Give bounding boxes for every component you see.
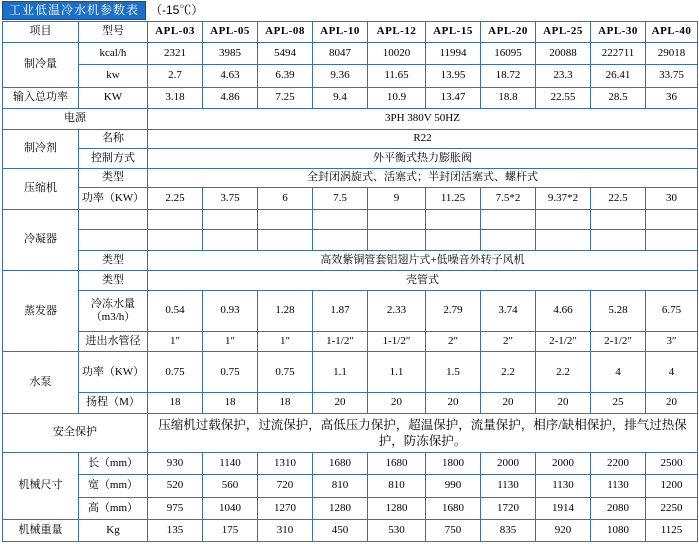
empty-cell [368,209,426,230]
value-cell: 16095 [481,42,536,65]
value-cell: 1130 [481,475,536,498]
value-cell: 0.75 [148,352,203,393]
value-cell: 2″ [426,331,481,352]
value-cell: 1270 [258,497,313,520]
value-cell: 810 [368,475,426,498]
empty-cell [258,209,313,230]
model-cell: APL-30 [591,22,646,43]
value-cell: 1125 [646,520,698,542]
value-cell: 2.2 [536,352,591,393]
empty-cell [79,209,148,230]
value-cell: 990 [426,475,481,498]
value-cell: 9.37*2 [536,188,591,210]
value-cell: 1130 [591,475,646,498]
model-cell: APL-10 [313,22,368,43]
value-cell: 0.75 [258,352,313,393]
power-supply-label: 电源 [3,109,148,130]
value-cell: 1280 [368,497,426,520]
title-bar [0,0,699,20]
empty-cell [646,209,698,230]
value-cell: 2.25 [148,188,203,210]
value-cell: 1800 [426,452,481,475]
value-cell: 0.93 [203,290,258,331]
value-cell: 1.1 [313,352,368,393]
refrigerant-control-row [3,149,698,168]
pump-head-label: 扬程（M） [79,393,148,414]
value-cell: 4.66 [536,290,591,331]
condenser-type-row [3,250,698,271]
value-cell: 1720 [481,497,536,520]
value-cell: 2200 [591,452,646,475]
evaporator-flow-row [3,290,698,331]
value-cell: 1140 [203,452,258,475]
value-cell: 1.5 [426,352,481,393]
value-cell: 750 [426,520,481,542]
value-cell: 3.18 [148,87,203,109]
value-cell: 1310 [258,452,313,475]
input-power-unit: KW [79,87,148,109]
evaporator-label: 蒸发器 [3,271,79,352]
condenser-type-value: 高效紫铜管套铝翅片式+低噪音外转子风机 [148,250,698,271]
refrigerant-name-row [3,129,698,148]
value-cell: 25 [591,393,646,414]
pump-power-row [3,352,698,393]
value-cell: 1680 [313,452,368,475]
model-cell: APL-15 [426,22,481,43]
value-cell: 1200 [646,475,698,498]
value-cell: 23.3 [536,65,591,88]
evaporator-type-label: 类型 [79,271,148,290]
value-cell: 1130 [536,475,591,498]
evaporator-flow-label: 冷冻水量（m3/h） [79,290,148,331]
compressor-type-row [3,168,698,187]
value-cell: 2000 [536,452,591,475]
dimensions-label: 机械尺寸 [3,452,79,520]
value-cell: 2321 [148,42,203,65]
value-cell: 7.5 [313,188,368,210]
model-cell: APL-20 [481,22,536,43]
value-cell: 30 [646,188,698,210]
pump-label: 水泵 [3,352,79,414]
model-header-row [3,22,698,43]
condenser-label: 冷凝器 [3,209,79,271]
empty-cell [148,230,203,251]
value-cell: 1914 [536,497,591,520]
empty-cell [79,230,148,251]
value-cell: 5494 [258,42,313,65]
value-cell: 3.75 [203,188,258,210]
refrigerant-control-label: 控制方式 [79,149,148,168]
empty-cell [203,209,258,230]
title-temperature-note: （-15℃） [150,3,204,17]
value-cell: 11994 [426,42,481,65]
evaporator-type-value: 壳管式 [148,271,698,290]
value-cell: 28.5 [591,87,646,109]
value-cell: 2-1/2″ [591,331,646,352]
value-cell: 8047 [313,42,368,65]
value-cell: 33.75 [646,65,698,88]
weight-label: 机械重量 [3,520,79,542]
value-cell: 11.25 [426,188,481,210]
value-cell: 1.28 [258,290,313,331]
value-cell: 5.28 [591,290,646,331]
value-cell: 530 [368,520,426,542]
empty-cell [481,230,536,251]
weight-row [3,520,698,542]
value-cell: 18.72 [481,65,536,88]
dimension-width-row [3,475,698,498]
value-cell: 450 [313,520,368,542]
condenser-type-label: 类型 [79,250,148,271]
empty-cell [148,209,203,230]
value-cell: 1″ [258,331,313,352]
value-cell: 22.5 [591,188,646,210]
empty-cell [591,230,646,251]
value-cell: 920 [536,520,591,542]
value-cell: 3985 [203,42,258,65]
value-cell: 2.79 [426,290,481,331]
table-title: 工业低温冷水机参数表 [2,1,146,20]
value-cell: 36 [646,87,698,109]
value-cell: 20 [481,393,536,414]
cooling-unit-kw: kw [79,65,148,88]
value-cell: 1-1/2″ [313,331,368,352]
value-cell: 135 [148,520,203,542]
value-cell: 520 [148,475,203,498]
model-label: 型号 [79,22,148,43]
model-cell: APL-25 [536,22,591,43]
value-cell: 2500 [646,452,698,475]
cooling-unit-kcal: kcal/h [79,42,148,65]
model-cell: APL-12 [368,22,426,43]
value-cell: 2080 [591,497,646,520]
compressor-type-value: 全封闭涡旋式、活塞式；半封闭活塞式、螺杆式 [148,168,698,187]
empty-cell [536,209,591,230]
power-supply-value: 3PH 380V 50HZ [148,109,698,130]
value-cell: 2-1/2″ [536,331,591,352]
compressor-power-label: 功率（KW） [79,188,148,210]
value-cell: 18 [148,393,203,414]
value-cell: 18 [203,393,258,414]
value-cell: 1-1/2″ [368,331,426,352]
item-header: 项目 [3,22,79,43]
value-cell: 9.4 [313,87,368,109]
value-cell: 13.95 [426,65,481,88]
value-cell: 222711 [591,42,646,65]
safety-value: 压缩机过载保护，过流保护，高低压力保护，超温保护，流量保护，相序/缺相保护，排气过热保护，防冻保护。 [148,413,698,452]
safety-row [3,413,698,452]
value-cell: 6.75 [646,290,698,331]
value-cell: 1″ [203,331,258,352]
table-body [3,22,698,542]
compressor-type-label: 类型 [79,168,148,187]
value-cell: 1680 [426,497,481,520]
empty-cell [591,209,646,230]
value-cell: 4.86 [203,87,258,109]
value-cell: 20088 [536,42,591,65]
value-cell: 930 [148,452,203,475]
value-cell: 1680 [368,452,426,475]
model-cell: APL-40 [646,22,698,43]
value-cell: 6 [258,188,313,210]
empty-cell [313,209,368,230]
empty-cell [203,230,258,251]
value-cell: 975 [148,497,203,520]
dimension-height-label: 高（mm） [79,497,148,520]
empty-cell [481,209,536,230]
value-cell: 1.87 [313,290,368,331]
cooling-kcal-row [3,42,698,65]
empty-cell [313,230,368,251]
value-cell: 20 [646,393,698,414]
value-cell: 1280 [313,497,368,520]
value-cell: 4 [591,352,646,393]
model-cell: APL-08 [258,22,313,43]
empty-cell [426,209,481,230]
value-cell: 7.5*2 [481,188,536,210]
value-cell: 7.25 [258,87,313,109]
dimension-length-label: 长（mm） [79,452,148,475]
value-cell: 720 [258,475,313,498]
model-cell: APL-03 [148,22,203,43]
input-power-label: 输入总功率 [3,87,79,109]
value-cell: 11.65 [368,65,426,88]
value-cell: 20 [426,393,481,414]
value-cell: 22.55 [536,87,591,109]
value-cell: 560 [203,475,258,498]
empty-cell [368,230,426,251]
value-cell: 2.7 [148,65,203,88]
value-cell: 13.47 [426,87,481,109]
cooling-kw-row [3,65,698,88]
value-cell: 0.75 [203,352,258,393]
evaporator-pipe-label: 进出水管径 [79,331,148,352]
evaporator-type-row [3,271,698,290]
input-power-row [3,87,698,109]
value-cell: 20 [536,393,591,414]
value-cell: 1″ [148,331,203,352]
dimension-height-row [3,497,698,520]
refrigerant-control-value: 外平衡式热力膨胀阀 [148,149,698,168]
empty-cell [426,230,481,251]
refrigerant-label: 制冷剂 [3,129,79,168]
value-cell: 3″ [646,331,698,352]
value-cell: 1080 [591,520,646,542]
value-cell: 9 [368,188,426,210]
value-cell: 10.9 [368,87,426,109]
dimension-length-row [3,452,698,475]
value-cell: 2250 [646,497,698,520]
pump-head-row [3,393,698,414]
empty-cell [536,230,591,251]
value-cell: 3.74 [481,290,536,331]
compressor-power-row [3,188,698,210]
value-cell: 835 [481,520,536,542]
value-cell: 6.39 [258,65,313,88]
value-cell: 26.41 [591,65,646,88]
value-cell: 0.54 [148,290,203,331]
value-cell: 18.8 [481,87,536,109]
cooling-label: 制冷量 [3,42,79,87]
condenser-blank-row [3,230,698,251]
condenser-blank-row [3,209,698,230]
pump-power-label: 功率（KW） [79,352,148,393]
value-cell: 310 [258,520,313,542]
model-cell: APL-05 [203,22,258,43]
value-cell: 810 [313,475,368,498]
value-cell: 18 [258,393,313,414]
evaporator-pipe-row [3,331,698,352]
value-cell: 4.63 [203,65,258,88]
safety-label: 安全保护 [3,413,148,452]
value-cell: 2″ [481,331,536,352]
value-cell: 20 [313,393,368,414]
value-cell: 1.1 [368,352,426,393]
dimension-width-label: 宽（mm） [79,475,148,498]
weight-unit: Kg [79,520,148,542]
empty-cell [646,230,698,251]
value-cell: 10020 [368,42,426,65]
refrigerant-name-label: 名称 [79,129,148,148]
value-cell: 4 [646,352,698,393]
refrigerant-name-value: R22 [148,129,698,148]
value-cell: 2000 [481,452,536,475]
value-cell: 2.33 [368,290,426,331]
value-cell: 9.36 [313,65,368,88]
value-cell: 20 [368,393,426,414]
power-supply-row [3,109,698,130]
parameter-table [2,21,698,542]
empty-cell [258,230,313,251]
value-cell: 29018 [646,42,698,65]
value-cell: 175 [203,520,258,542]
value-cell: 2.2 [481,352,536,393]
value-cell: 1040 [203,497,258,520]
compressor-label: 压缩机 [3,168,79,209]
